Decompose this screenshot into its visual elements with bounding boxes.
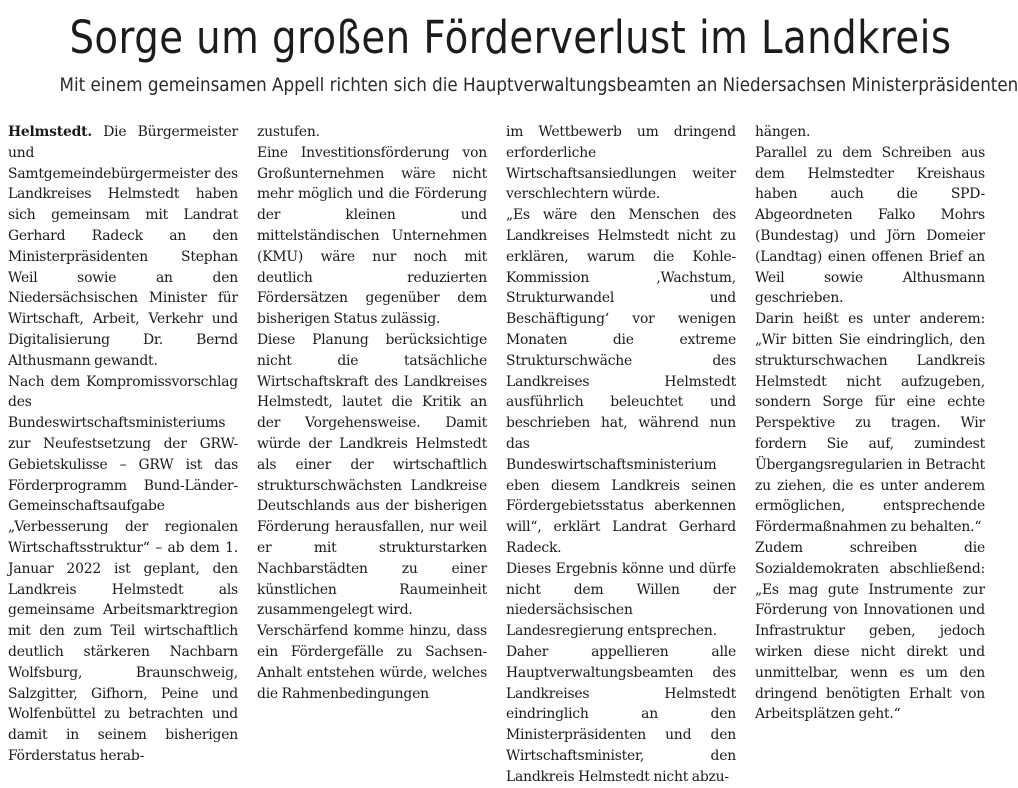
column-2 bbox=[257, 122, 487, 702]
article-headline: Sorge um großen Förderverlust im Landkreis bbox=[69, 11, 952, 64]
paragraph-text: Die Bürgermeister und Samtgemeindebürgermeister des Landkreises Helmstedt haben sich gemeinsam mit Landrat Gerhard Radeck an den Ministerpräsidenten Stephan Weil sowie an den Niedersächsischen Minister für Wirtschaft, Arbeit, Verkehr und Digitalisierung Dr. Bernd Althusmann gewandt. bbox=[8, 124, 238, 369]
paragraph: Darin heißt es unter anderem: „Wir bitten Sie eindringlich, den strukturschwachen Landkreis Helmstedt nicht aufzugeben, sondern Sorge für eine echte Perspektive zu tragen. Wir fordern Sie auf, zumindest Übergangsregularien in Betracht zu ziehen, die es unter anderem ermöglichen, entsprechende Fördermaßnahmen zu behalten.“ bbox=[755, 311, 985, 536]
paragraph: Parallel zu dem Schreiben aus dem Helmstedter Kreishaus haben auch die SPD-Abgeordneten Falko Mohrs (Bundestag) und Jörn Domeier (Landtag) einen offenen Brief an Weil sowie Althusmann geschrieben. bbox=[755, 144, 985, 307]
paragraph bbox=[8, 122, 238, 372]
paragraph: Nach dem Kompromissvorschlag des Bundeswirtschaftsministeriums zur Neufestsetzung der GRW-Gebietskulisse – GRW ist das Förderprogramm Bund-Länder- Gemeinschaftsaufgabe „Verbesserung der regionalen Wirtschaftsstruktur“ – ab dem 1. Januar 2022 ist geplant, den Landkreis Helmstedt als gemeinsame Arbeitsmarktregion mit den zum Teil wirtschaftlich deutlich stärkeren Nachbarn Wolfsburg, Braunschweig, Salzgitter, Gifhorn, Peine und Wolfenbüttel zu betrachten und damit in seinem bisherigen Förderstatus herab- bbox=[8, 373, 238, 764]
paragraph: Verschärfend komme hinzu, dass ein Fördergefälle zu Sachsen-Anhalt entstehen würde, welches die Rahmenbedingungen bbox=[257, 623, 487, 702]
article-body bbox=[8, 122, 986, 785]
paragraph: Daher appellieren alle Hauptverwaltungsbeamten des Landkreises Helmstedt eindringlich an den Ministerpräsidenten und den Wirtschaftsminister, den Landkreis Helmstedt nicht abzu- bbox=[506, 643, 736, 785]
column-3 bbox=[506, 122, 736, 785]
dateline: Helmstedt. bbox=[8, 124, 92, 140]
paragraph: Eine Investitionsförderung von Großunternehmen wäre nicht mehr möglich und die Förderung der kleinen und mittelständischen Unternehmen (KMU) wäre nur noch mit deutlich reduzierten Fördersätzen gegenüber dem bisherigen Status zulässig. bbox=[257, 144, 487, 328]
column-4 bbox=[755, 122, 985, 723]
paragraph: zustufen. bbox=[257, 124, 320, 140]
paragraph: im Wettbewerb um dringend erforderliche Wirtschaftsansiedlungen weiter verschlechtern würde. bbox=[506, 124, 736, 203]
paragraph: hängen. bbox=[755, 124, 811, 140]
paragraph: Zudem schreiben die Sozialdemokraten abschließend: „Es mag gute Instrumente zur Förderung von Innovationen und Infrastruktur geben, jedoch wirken diese nicht direkt und unmittelbar, wenn es um den dringend benötigten Erhalt von Arbeitsplätzen geht.“ bbox=[755, 539, 985, 723]
paragraph: Diese Planung berücksichtige nicht die tatsächliche Wirtschaftskraft des Landkreises Helmstedt, lautet die Kritik an der Vorgehensweise. Damit würde der Landkreis Helmstedt als einer der wirtschaftlich strukturschwächsten Landkreise Deutschlands aus der bisherigen Förderung herausfallen, nur weil er mit strukturstarken Nachbarstädten zu einer künstlichen Raumeinheit zusammengelegt wird. bbox=[257, 331, 487, 619]
paragraph: Dieses Ergebnis könne und dürfe nicht dem Willen der niedersächsischen Landesregierung entsprechen. bbox=[506, 560, 736, 640]
paragraph: „Es wäre den Menschen des Landkreises Helmstedt nicht zu erklären, warum die Kohle-Kommission ‚Wachstum, Strukturwandel und Beschäftigung‘ vor wenigen Monaten die extreme Strukturschwäche des Landkreises Helmstedt ausführlich beleuchtet und beschrieben hat, während nun das Bundeswirtschaftsministerium eben diesem Landkreis seinen Fördergebietsstatus aberkennen will“, erklärt Landrat Gerhard Radeck. bbox=[506, 207, 736, 556]
column-1 bbox=[8, 122, 238, 764]
article-subheadline: Mit einem gemeinsamen Appell richten sich die Hauptverwaltungsbeamten an Niedersachsen Ministerpräsidenten bbox=[59, 74, 1018, 96]
